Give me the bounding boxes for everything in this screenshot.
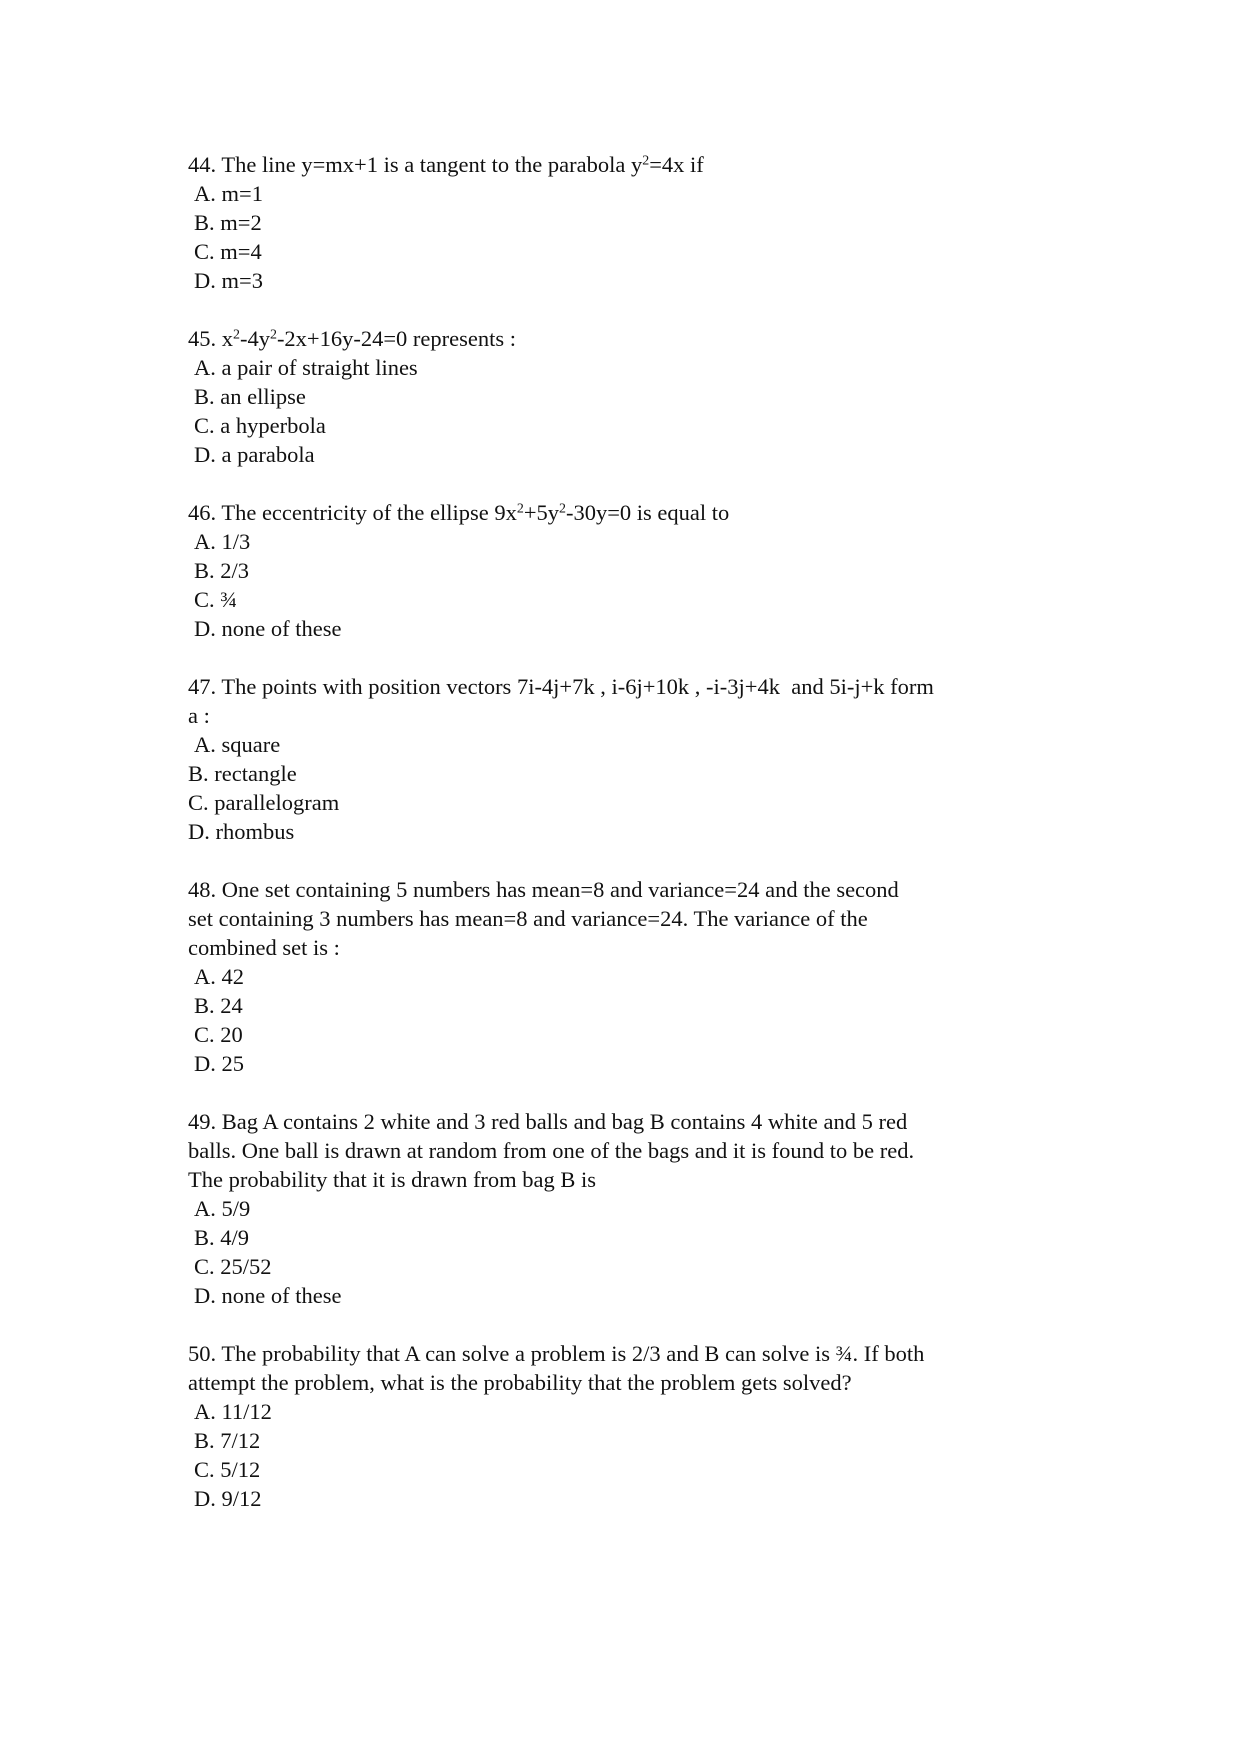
option-b: B. 24 xyxy=(194,993,243,1018)
question-text: 47. The points with position vectors 7i-4j+7k , i-6j+10k , -i-3j+4k and 5i-j+k form xyxy=(188,674,934,699)
option-d: D. 9/12 xyxy=(194,1486,262,1511)
question-46 xyxy=(188,498,1068,643)
question-text-continued: combined set is : xyxy=(188,935,340,960)
question-44 xyxy=(188,150,1068,295)
option-b: B. m=2 xyxy=(194,210,262,235)
question-number: 49. xyxy=(188,1109,217,1134)
option-b: B. an ellipse xyxy=(194,384,306,409)
option-c: C. 25/52 xyxy=(194,1254,272,1279)
option-a: A. a pair of straight lines xyxy=(194,355,418,380)
question-text-continued: a : xyxy=(188,703,210,728)
question-45 xyxy=(188,324,1068,469)
option-d: D. a parabola xyxy=(194,442,315,467)
question-number: 46. xyxy=(188,500,217,525)
question-50 xyxy=(188,1339,1068,1513)
question-number: 45. xyxy=(188,326,217,351)
question-text: 49. Bag A contains 2 white and 3 red balls and bag B contains 4 white and 5 red xyxy=(188,1109,908,1134)
question-text: 50. The probability that A can solve a problem is 2/3 and B can solve is ¾. If both xyxy=(188,1341,925,1366)
question-49 xyxy=(188,1107,1068,1310)
option-a: A. 11/12 xyxy=(194,1399,272,1424)
option-b: B. 7/12 xyxy=(194,1428,261,1453)
option-a: A. 42 xyxy=(194,964,244,989)
question-48 xyxy=(188,875,1068,1078)
question-text: 45. $x^2-4y^2-2x+16y-24=0$ represents : xyxy=(188,326,517,351)
option-d: D. 25 xyxy=(194,1051,244,1076)
option-c: C. 20 xyxy=(194,1022,243,1047)
option-a: A. 5/9 xyxy=(194,1196,251,1221)
option-a: A. m=1 xyxy=(194,181,263,206)
question-text-continued: attempt the problem, what is the probability that the problem gets solved? xyxy=(188,1370,852,1395)
question-number: 48. xyxy=(188,877,217,902)
question-number: 47. xyxy=(188,674,217,699)
option-b: B. 2/3 xyxy=(194,558,250,583)
question-number: 50. xyxy=(188,1341,217,1366)
option-c: C. ¾ xyxy=(194,587,238,612)
question-number: 44. xyxy=(188,152,217,177)
option-c: C. parallelogram xyxy=(188,790,340,815)
option-c: C. m=4 xyxy=(194,239,262,264)
question-text-continued: The probability that it is drawn from bag B is xyxy=(188,1167,597,1192)
option-d: D. none of these xyxy=(194,616,342,641)
option-a: A. 1/3 xyxy=(194,529,251,554)
option-d: D. rhombus xyxy=(188,819,295,844)
question-text: 46. The eccentricity of the ellipse $9x^2+5y^2-30y=0$ is equal to xyxy=(188,500,730,525)
option-a: A. square xyxy=(194,732,281,757)
question-text-continued: set containing 3 numbers has mean=8 and variance=24. The variance of the xyxy=(188,906,868,931)
option-b: B. 4/9 xyxy=(194,1225,250,1250)
question-text-continued: balls. One ball is drawn at random from one of the bags and it is found to be red. xyxy=(188,1138,915,1163)
question-sheet xyxy=(188,150,1068,1542)
question-47 xyxy=(188,672,1068,846)
question-text: 44. The line y=mx+1 is a tangent to the parabola $y^2=4x$ if xyxy=(188,152,704,177)
option-c: C. a hyperbola xyxy=(194,413,326,438)
option-d: D. m=3 xyxy=(194,268,263,293)
option-b: B. rectangle xyxy=(188,761,297,786)
option-c: C. 5/12 xyxy=(194,1457,261,1482)
option-d: D. none of these xyxy=(194,1283,342,1308)
question-text: 48. One set containing 5 numbers has mean=8 and variance=24 and the second xyxy=(188,877,899,902)
